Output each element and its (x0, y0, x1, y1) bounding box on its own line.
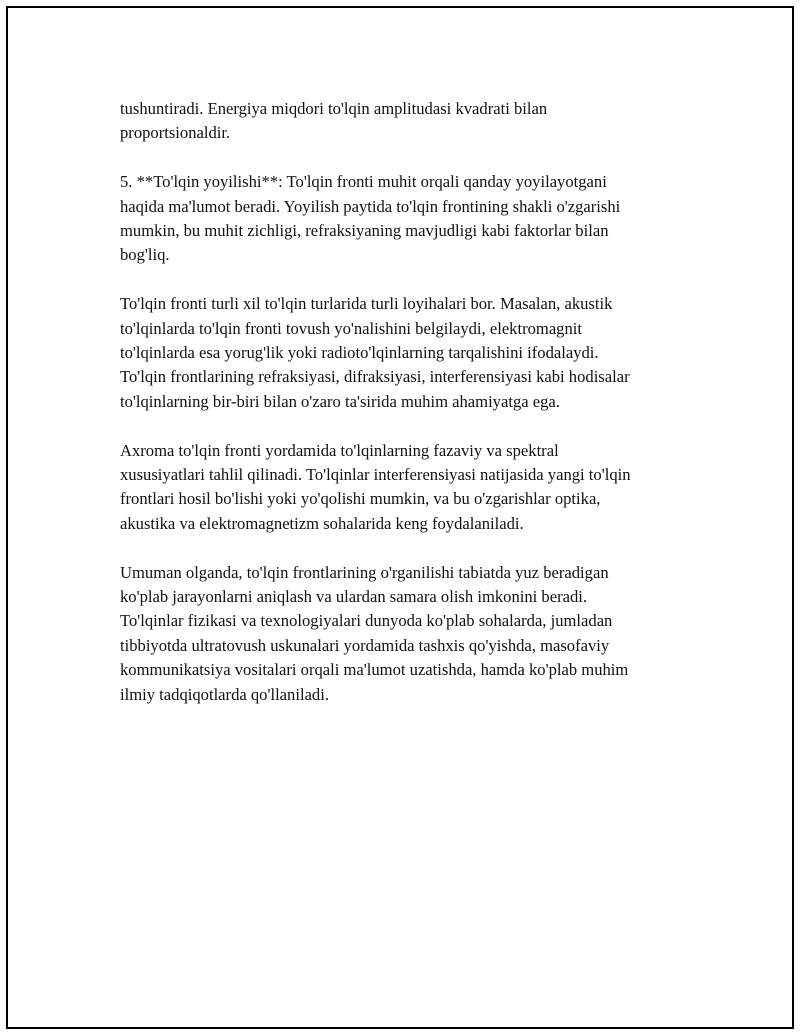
paragraph (120, 170, 720, 268)
text-line: Umuman olganda, to'lqin frontlarining o'rganilishi tabiatda yuz beradigan (120, 562, 609, 582)
text-line: bog'liq. (120, 245, 170, 265)
text-line: tibbiyotda ultratovush uskunalari yordamida tashxis qo'yishda, masofaviy (120, 635, 610, 655)
text-line: ko'plab jarayonlarni aniqlash va ulardan samara olish imkonini beradi. (120, 587, 588, 607)
text-line: to'lqinlarning bir-biri bilan o'zaro ta'sirida muhim ahamiyatga ega. (120, 391, 560, 411)
text-line: to'lqinlarda esa yorug'lik yoki radioto'lqinlarning tarqalishini ifodalaydi. (120, 343, 599, 363)
document-body (120, 97, 720, 731)
text-line: xususiyatlari tahlil qilinadi. To'lqinlar interferensiyasi natijasida yangi to'lqin (120, 465, 631, 485)
text-line: Axroma to'lqin fronti yordamida to'lqinlarning fazaviy va spektral (120, 440, 559, 460)
text-line: frontlari hosil bo'lishi yoki yo'qolishi mumkin, va bu o'zgarishlar optika, (120, 489, 601, 509)
text-line: proportsionaldir. (120, 123, 231, 143)
document-page (6, 6, 794, 1029)
paragraph (120, 97, 720, 146)
paragraph (120, 561, 720, 707)
text-line: To'lqin frontlarining refraksiyasi, difraksiyasi, interferensiyasi kabi hodisalar (120, 367, 630, 387)
paragraph (120, 439, 720, 537)
text-line: 5. **To'lqin yoyilishi**: To'lqin fronti muhit orqali qanday yoyilayotgani (120, 172, 607, 192)
text-line: To'lqinlar fizikasi va texnologiyalari dunyoda ko'plab sohalarda, jumladan (120, 611, 613, 631)
text-line: haqida ma'lumot beradi. Yoyilish paytida to'lqin frontining shakli o'zgarishi (120, 196, 621, 216)
text-line: mumkin, bu muhit zichligi, refraksiyaning mavjudligi kabi faktorlar bilan (120, 221, 609, 241)
text-line: ilmiy tadqiqotlarda qo'llaniladi. (120, 684, 329, 704)
text-line: to'lqinlarda to'lqin fronti tovush yo'nalishini belgilaydi, elektromagnit (120, 318, 582, 338)
text-line: akustika va elektromagnetizm sohalarida keng foydalaniladi. (120, 513, 524, 533)
paragraph (120, 292, 720, 414)
text-line: tushuntiradi. Energiya miqdori to'lqin amplitudasi kvadrati bilan (120, 99, 548, 118)
text-line: To'lqin fronti turli xil to'lqin turlarida turli loyihalari bor. Masalan, akustik (120, 294, 613, 314)
text-line: kommunikatsiya vositalari orqali ma'lumot uzatishda, hamda ko'plab muhim (120, 660, 629, 680)
